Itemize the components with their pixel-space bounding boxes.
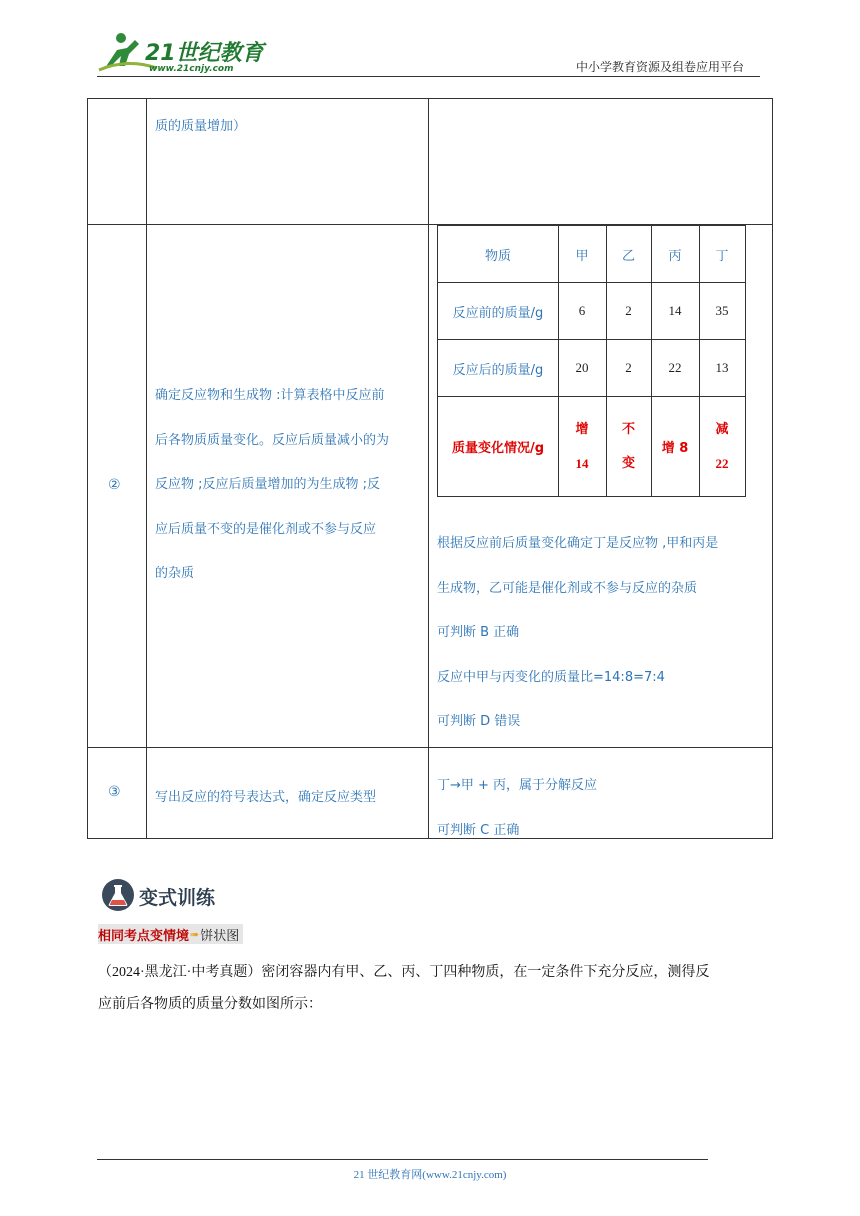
row2-description: [155, 374, 427, 597]
inner-header-cell: 丁: [715, 248, 729, 264]
table-border-bottom: [87, 838, 773, 839]
table-border-left: [87, 98, 88, 838]
change-text: 22: [715, 455, 729, 471]
change-text: 不: [621, 421, 635, 437]
row3-number: ③: [108, 784, 121, 800]
question-line: 应前后各物质的质量分数如图所示：: [98, 997, 322, 1012]
question-line: （2024·黑龙江·中考真题）密闭容器内有甲、乙、丙、丁四种物质，在一定条件下充分反应，测得反: [98, 965, 710, 980]
inner-cell: 14: [668, 303, 682, 318]
table-border-top: [87, 98, 773, 99]
change-text: 14: [575, 455, 589, 471]
footer-text: 21 世纪教育网(www.21cnjy.com): [353, 1169, 507, 1181]
section-title: 变式训练: [139, 887, 216, 909]
explanation-line: 可判断 B 正确: [437, 625, 520, 640]
explanation-line: 反应中甲与丙变化的质量比=14:8=7:4: [437, 669, 665, 685]
explanation-line: 可判断 C 正确: [437, 823, 520, 838]
header-divider: [97, 76, 760, 77]
inner-change-cell: [699, 397, 745, 496]
inner-row-label: 反应后的质量/g: [452, 362, 544, 378]
table-col-divider: [146, 98, 147, 838]
inner-cell: 22: [668, 360, 682, 375]
inner-cell: 13: [715, 360, 729, 375]
row1-description: 质的质量增加）: [155, 119, 247, 134]
mass-change-table: [437, 225, 746, 497]
change-text: 增 8: [661, 441, 689, 456]
inner-change-cell: [558, 397, 606, 496]
row2-desc-line: 后各物质质量变化。反应后质量减小的为: [155, 432, 390, 448]
change-text: 增: [575, 421, 589, 437]
table-col-divider: [428, 98, 429, 838]
subtitle-topic: 相同考点变情境: [98, 928, 190, 944]
inner-cell: 2: [625, 360, 632, 375]
logo-text: 21世纪教育: [145, 41, 264, 66]
explanation-line: 可判断 D 错误: [437, 714, 521, 729]
logo-url: www.21cnjy.com: [149, 64, 234, 74]
inner-change-cell: [651, 397, 699, 496]
inner-header-cell: 丙: [668, 248, 682, 264]
row3-description: 写出反应的符号表达式，确定反应类型: [155, 790, 377, 805]
row2-desc-line: 反应物 ;反应后质量增加的为生成物 ;反: [155, 477, 381, 492]
inner-cell: 2: [625, 303, 632, 318]
subtitle-context: 饼状图: [200, 927, 240, 943]
inner-cell: 20: [575, 360, 589, 375]
subtitle-bar: [98, 924, 243, 944]
inner-change-cell: [606, 397, 651, 496]
inner-row-label: 质量变化情况/g: [451, 441, 545, 456]
footer-divider: [97, 1159, 708, 1160]
question-text: [98, 957, 778, 1021]
inner-header-cell: 乙: [621, 248, 635, 264]
explanation-line: 丁→甲 + 丙，属于分解反应: [437, 778, 598, 793]
site-logo: [97, 28, 267, 76]
row2-desc-line: 应后质量不变的是催化剂或不参与反应: [155, 521, 377, 537]
row2-number: ②: [108, 477, 121, 493]
inner-cell: 35: [715, 303, 729, 318]
row2-explanation: [437, 522, 771, 745]
change-text: 变: [621, 455, 635, 471]
section-banner: [101, 878, 241, 912]
header-right-text: 中小学教育资源及组卷应用平台: [576, 60, 745, 74]
table-row-divider: [87, 747, 773, 748]
explanation-line: 生成物，乙可能是催化剂或不参与反应的杂质: [437, 580, 698, 596]
inner-header-cell: 物质: [484, 248, 511, 264]
row2-desc-line: 确定反应物和生成物 :计算表格中反应前: [155, 388, 385, 403]
flask-icon: [101, 878, 135, 912]
inner-cell: 6: [578, 303, 586, 318]
inner-row-label: 反应前的质量/g: [452, 305, 544, 321]
row3-explanation: [437, 763, 597, 853]
change-text: 减: [715, 421, 729, 437]
arrow-icon: ➠: [190, 927, 200, 941]
inner-header-cell: 甲: [575, 248, 589, 264]
table-border-right: [772, 98, 773, 838]
row2-desc-line: 的杂质: [155, 566, 195, 581]
explanation-line: 根据反应前后质量变化确定丁是反应物 ,甲和丙是: [437, 536, 719, 551]
